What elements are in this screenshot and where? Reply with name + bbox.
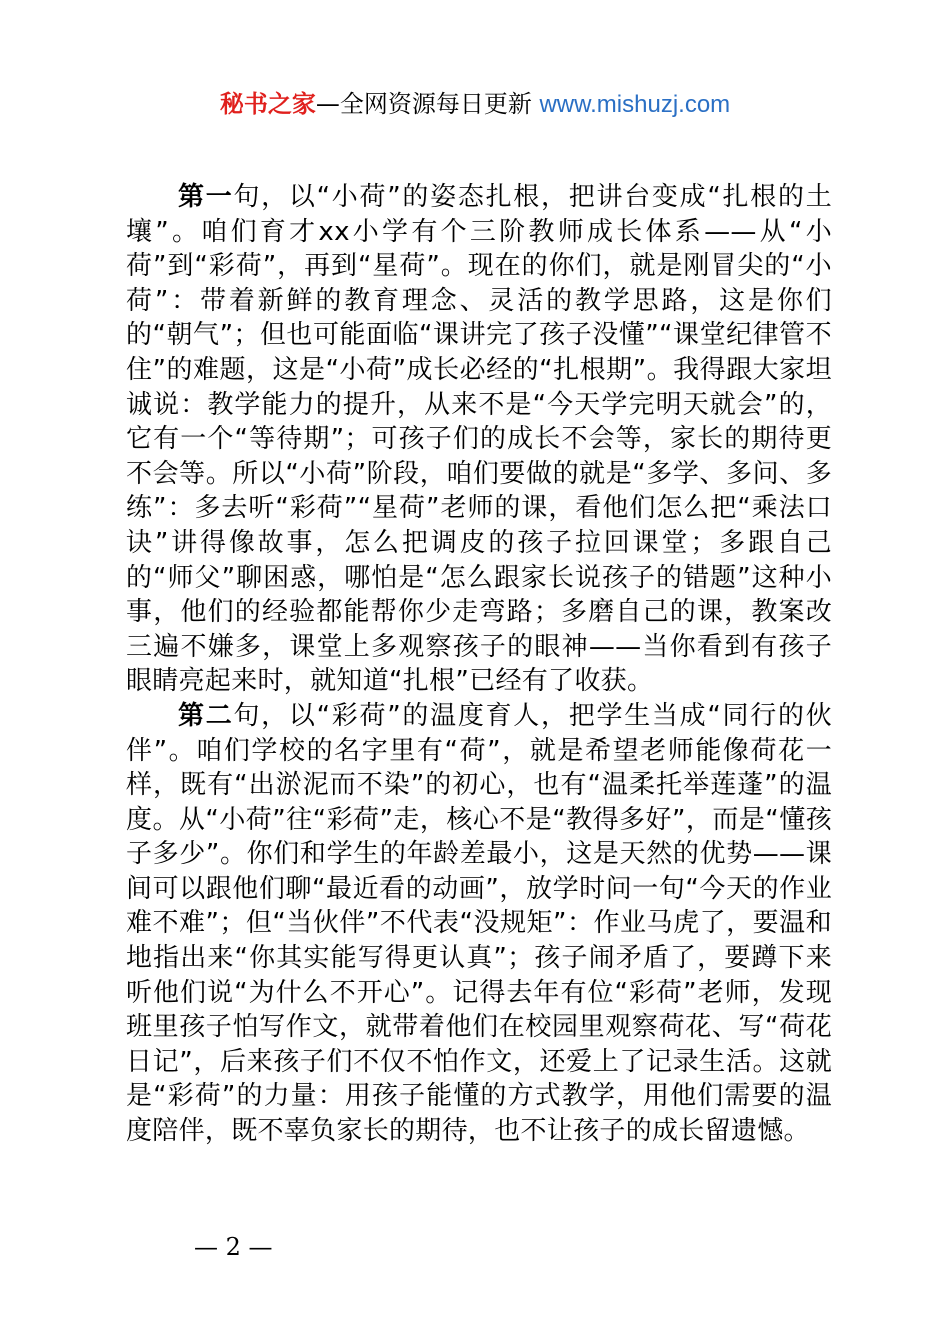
- site-header: [0, 88, 950, 121]
- paragraph-1-lead: 第一: [178, 182, 234, 212]
- paragraph-2-lead: 第二: [178, 700, 234, 731]
- header-tagline: —全网资源每日更新: [315, 90, 540, 118]
- paragraph-2: [126, 699, 832, 1149]
- page-number: — 2 —: [194, 1233, 273, 1261]
- brand-name: 秘书之家: [219, 90, 316, 118]
- paragraph-1: [126, 180, 832, 699]
- site-url-link[interactable]: www.mishuzj.com: [539, 91, 731, 118]
- paragraph-2-text: 句，以“彩荷”的温度育人，把学生当成“同行的伙伴”。咱们学校的名字里有“荷”，就是希望老师能像荷花一样，既有“出淤泥而不染”的初心，也有“温柔托举莲蓬”的温度。从“小荷”往“彩荷”走，核心不是“教得多好”，而是“懂孩子多少”。你们和学生的年龄差最小，这是天然的优势——课间可以跟他们聊“最近看的动画”，放学时问一句“今天的作业难不难”；但“当伙伴”不代表“没规矩”：作业马虎了，要温和地指出来“你其实能写得更认真”；孩子闹矛盾了，要蹲下来听他们说“为什么不开心”。记得去年有位“彩荷”老师，发现班里孩子怕写作文，就带着他们在校园里观察荷花、写“荷花日记”，后来孩子们不仅不怕作文，还爱上了记录生活。这就是“彩荷”的力量：用孩子能懂的方式教学，用他们需要的温度陪伴，既不辜负家长的期待，也不让孩子的成长留遗憾。: [126, 700, 833, 1147]
- paragraph-1-text: 句，以“小荷”的姿态扎根，把讲台变成“扎根的土壤”。咱们育才xx小学有个三阶教师成长体系——从“小荷”到“彩荷”，再到“星荷”。现在的你们，就是刚冒尖的“小荷”：带着新鲜的教育理念、灵活的教学思路，这是你们的“朝气”；但也可能面临“课讲完了孩子没懂”“课堂纪律管不住”的难题，这是“小荷”成长必经的“扎根期”。我得跟大家坦诚说：教学能力的提升，从来不是“今天学完明天就会”的，它有一个“等待期”；可孩子们的成长不会等，家长的期待更不会等。所以“小荷”阶段，咱们要做的就是“多学、多问、多练”：多去听“彩荷”“星荷”老师的课，看他们怎么把“乘法口诀”讲得像故事，怎么把调皮的孩子拉回课堂；多跟自己的“师父”聊困惑，哪怕是“怎么跟家长说孩子的错题”这种小事，他们的经验都能帮你少走弯路；多磨自己的课，教案改三遍不嫌多，课堂上多观察孩子的眼神——当你看到有孩子眼睛亮起来时，就知道“扎根”已经有了收获。: [126, 182, 833, 697]
- document-body: [126, 180, 832, 1149]
